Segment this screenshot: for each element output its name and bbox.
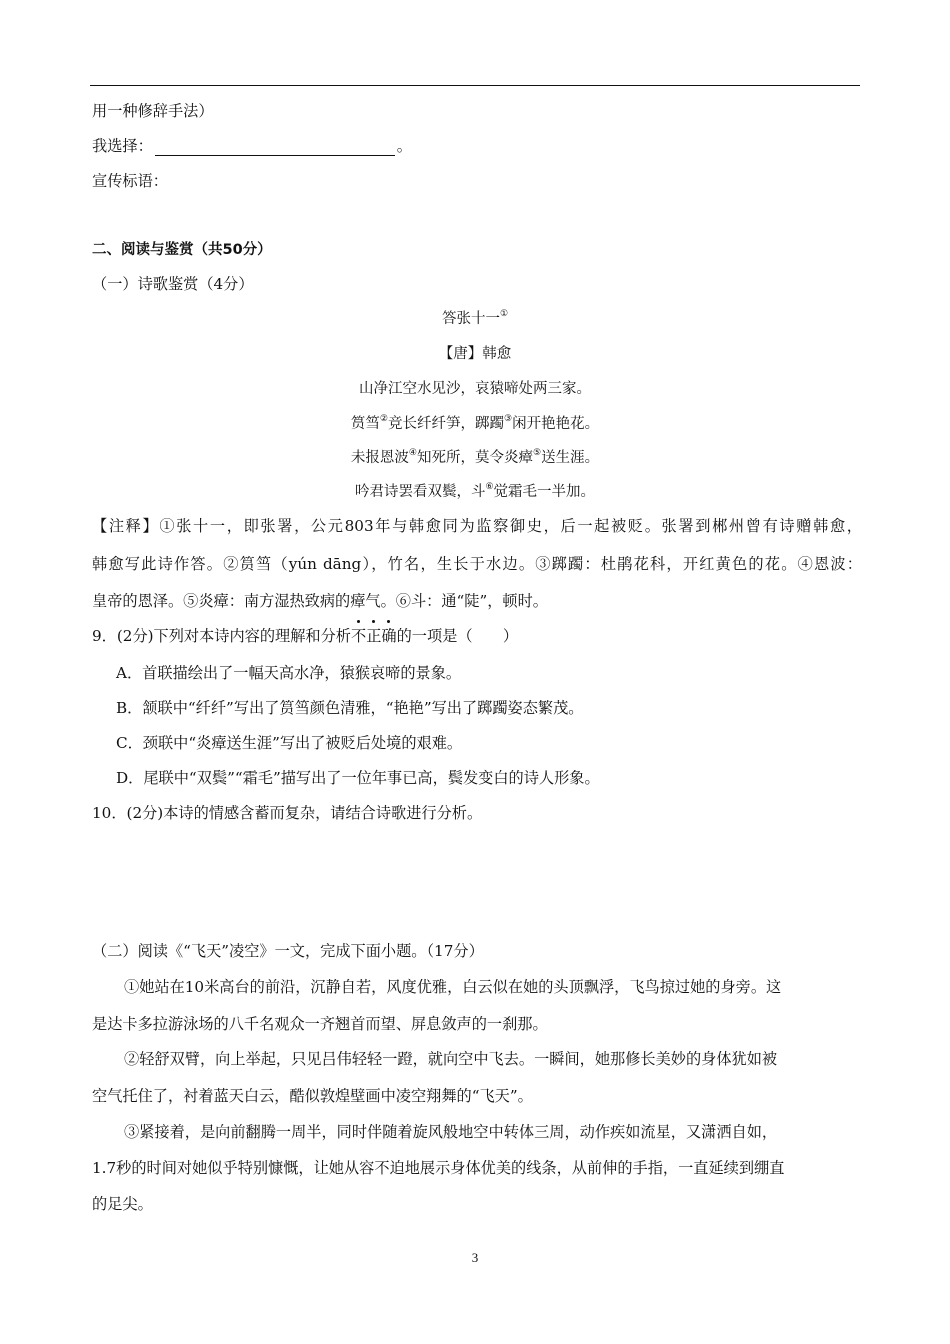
- poem-note-mark: ⑥: [485, 482, 494, 492]
- para3-line2: 1.7秒的时间对她似乎特别慷慨，让她从容不迫地展示身体优美的线条，从前伸的手指，一直延续到绷直: [92, 1159, 785, 1177]
- poem-line-text: 觉霜毛一半加。: [493, 484, 596, 500]
- poem-line-text: 未报恩波: [350, 450, 409, 466]
- q9-option-d[interactable]: D．尾联中“双鬓”“霜毛”描写出了一位年事已高，鬓发变白的诗人形象。: [116, 769, 600, 787]
- q9-suffix: 的一项是（ ）: [396, 627, 519, 645]
- poem-line-text: 山净江空水见沙，哀猿啼处两三家。: [359, 381, 591, 397]
- para3-line3: 的足尖。: [92, 1195, 153, 1213]
- choice-end: 。: [396, 137, 412, 155]
- part2-heading: （二）阅读《“飞天”凌空》一文，完成下面小题。（17分）: [92, 942, 484, 960]
- choice-label: 我选择：: [92, 137, 153, 155]
- choice-answer-blank[interactable]: [155, 139, 395, 156]
- para1-line2: 是达卡多拉游泳场的八千名观众一齐翘首而望、屏息敛声的一刹那。: [92, 1015, 548, 1033]
- poem-note-mark: ③: [504, 414, 513, 424]
- page-number: 3: [471, 1250, 479, 1265]
- slogan-label: 宣传标语：: [92, 172, 168, 190]
- para1-line1: ①她站在10米高台的前沿，沉静自若，风度优雅，白云似在她的头顶飘浮，飞鸟掠过她的身旁。这: [124, 978, 782, 996]
- poem-note-mark: ⑤: [533, 448, 542, 458]
- notes-line-2: 韩愈写此诗作答。②筼筜（yún dāng），竹名，生长于水边。③踯躅：杜鹃花科，开红黄色的花。④恩波：: [92, 555, 862, 573]
- section2-heading: 二、阅读与鉴赏（共50分）: [92, 242, 272, 258]
- poem-title-note: ①: [499, 309, 509, 319]
- poem-line-3: [0, 448, 950, 468]
- poem-note-mark: ②: [379, 414, 388, 424]
- poem-note-mark: ④: [408, 448, 417, 458]
- poem-author: 【唐】韩愈: [438, 346, 512, 362]
- notes-line-3: 皇帝的恩泽。⑤炎瘴：南方湿热致病的瘴气。⑥斗：通“陡”，顿时。: [92, 592, 548, 610]
- poem-line-1: [0, 379, 950, 399]
- notes-line-1: 【注释】①张十一，即张署，公元803年与韩愈同为监察御史，后一起被贬。张署到郴州曾有诗赠韩愈，: [92, 517, 862, 535]
- para3-line1: ③紧接着，是向前翻腾一周半，同时伴随着旋风般地空中转体三周，动作疾如流星，又潇洒自如，: [124, 1123, 778, 1141]
- poem-line-text: 送生涯。: [541, 450, 600, 466]
- poem-line-text: 筼筜: [350, 416, 380, 432]
- poem-line-text: 闲开艳艳花。: [512, 416, 600, 432]
- poem-line-text: 竞长纤纤笋，踯躅: [388, 416, 504, 432]
- poem-title: [0, 309, 950, 329]
- poem-line-text: 吟君诗罢看双鬓，斗: [354, 484, 486, 500]
- q9-option-c[interactable]: C．颈联中“炎瘴送生涯”写出了被贬后处境的艰难。: [116, 734, 463, 752]
- q9-option-b[interactable]: B．颔联中“纤纤”写出了筼筜颜色清雅，“艳艳”写出了踯躅姿态繁茂。: [116, 699, 584, 717]
- q9-stem: [92, 626, 518, 646]
- para2-line2: 空气托住了，衬着蓝天白云，酷似敦煌壁画中凌空翔舞的“飞天”。: [92, 1087, 533, 1105]
- q9-emphasis: 确: [381, 627, 397, 645]
- q9-emphasis: 不: [351, 627, 367, 645]
- poem-line-4: [0, 482, 950, 502]
- q9-prefix: 9．(2分)下列对本诗内容的理解和分析: [92, 627, 351, 645]
- part1-heading: （一）诗歌鉴赏（4分）: [92, 275, 254, 293]
- header-rule: [90, 85, 860, 86]
- q9-emphasis: 正: [366, 627, 382, 645]
- q9-option-a[interactable]: A．首联描绘出了一幅天高水净，猿猴哀啼的景象。: [116, 664, 462, 682]
- poem-line-text: 知死所，莫令炎瘴: [417, 450, 533, 466]
- para2-line1: ②轻舒双臂，向上举起，只见吕伟轻轻一蹬，就向空中飞去。一瞬间，她那修长美妙的身体犹如被: [124, 1050, 778, 1068]
- q10-stem: 10．(2分)本诗的情感含蓄而复杂，请结合诗歌进行分析。: [92, 804, 483, 822]
- poem-title-text: 答张十一: [441, 311, 500, 327]
- q8-choice-line: [92, 136, 412, 156]
- poem-line-2: [0, 414, 950, 434]
- q8-hint-end: 用一种修辞手法）: [92, 102, 214, 120]
